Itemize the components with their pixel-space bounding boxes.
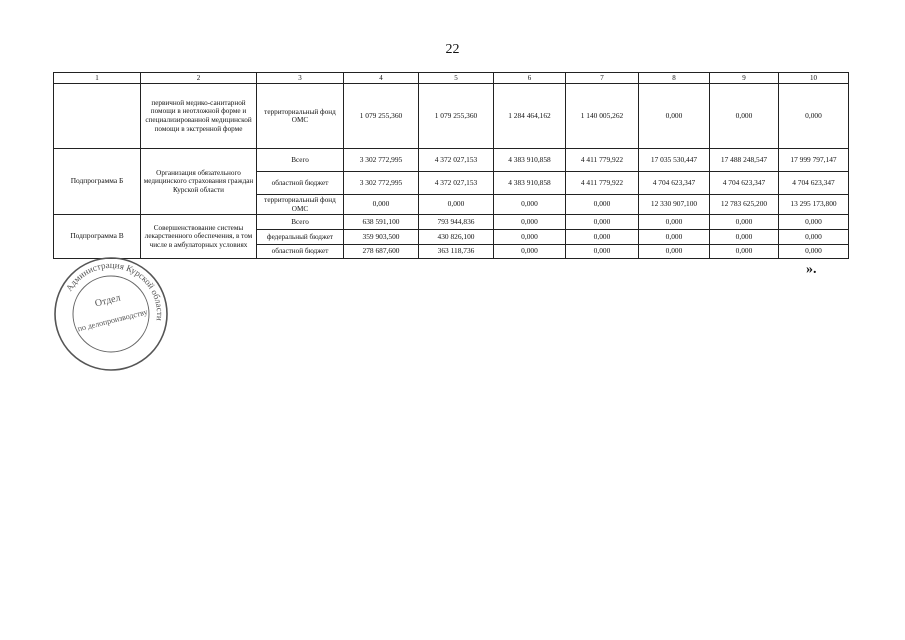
value-cell: 0,000 — [494, 215, 566, 230]
value-cell: 4 411 779,922 — [566, 149, 639, 172]
value-cell: 0,000 — [779, 215, 849, 230]
table-row — [54, 215, 849, 230]
value-cell: 0,000 — [779, 230, 849, 245]
description-cell: Организация обязательного медицинского страхования граждан Курской области — [141, 149, 257, 215]
value-cell: 4 411 779,922 — [566, 172, 639, 195]
subprogram-name: Подпрограмма В — [54, 215, 141, 259]
value-cell: 430 826,100 — [419, 230, 494, 245]
value-cell: 0,000 — [566, 245, 639, 259]
column-number: 7 — [566, 73, 639, 84]
column-number: 4 — [344, 73, 419, 84]
value-cell: 0,000 — [639, 230, 710, 245]
value-cell: 4 383 910,858 — [494, 149, 566, 172]
value-cell: 0,000 — [639, 84, 710, 149]
value-cell: 0,000 — [344, 195, 419, 215]
official-stamp — [52, 255, 170, 373]
subprogram-name: Подпрограмма Б — [54, 149, 141, 215]
value-cell: 1 079 255,360 — [344, 84, 419, 149]
column-number: 2 — [141, 73, 257, 84]
value-cell: 3 302 772,995 — [344, 149, 419, 172]
column-number: 8 — [639, 73, 710, 84]
description-cell: Совершенствование системы лекарственного обеспечения, в том числе в амбулаторных условиях — [141, 215, 257, 259]
funding-source-cell: областной бюджет — [257, 245, 344, 259]
column-number: 5 — [419, 73, 494, 84]
value-cell: 363 118,736 — [419, 245, 494, 259]
value-cell: 0,000 — [494, 195, 566, 215]
value-cell: 0,000 — [566, 230, 639, 245]
value-cell: 12 330 907,100 — [639, 195, 710, 215]
value-cell: 0,000 — [494, 230, 566, 245]
value-cell: 17 999 797,147 — [779, 149, 849, 172]
value-cell: 278 687,600 — [344, 245, 419, 259]
value-cell: 0,000 — [566, 195, 639, 215]
value-cell: 17 035 530,447 — [639, 149, 710, 172]
value-cell: 12 783 625,200 — [710, 195, 779, 215]
value-cell: 3 302 772,995 — [344, 172, 419, 195]
funding-source-cell: Всего — [257, 215, 344, 230]
stamp-center-line: по делопроизводству — [76, 307, 149, 334]
column-number: 6 — [494, 73, 566, 84]
value-cell: 0,000 — [710, 230, 779, 245]
value-cell: 4 372 027,153 — [419, 172, 494, 195]
budget-table — [53, 72, 849, 259]
value-cell: 0,000 — [639, 245, 710, 259]
value-cell: 0,000 — [639, 215, 710, 230]
value-cell: 638 591,100 — [344, 215, 419, 230]
value-cell: 4 383 910,858 — [494, 172, 566, 195]
value-cell: 793 944,836 — [419, 215, 494, 230]
value-cell: 0,000 — [566, 215, 639, 230]
funding-source-cell: федеральный бюджет — [257, 230, 344, 245]
value-cell: 4 704 623,347 — [639, 172, 710, 195]
value-cell: 0,000 — [779, 245, 849, 259]
value-cell: 0,000 — [779, 84, 849, 149]
table-row — [54, 84, 849, 149]
value-cell: 0,000 — [419, 195, 494, 215]
value-cell: 17 488 248,547 — [710, 149, 779, 172]
description-cell: первичной медико-санитарной помощи в неотложной форме и специализированной медицинской помощи в экстренной форме — [141, 84, 257, 149]
stamp-center-line: Отдел — [93, 292, 122, 310]
column-number: 9 — [710, 73, 779, 84]
value-cell: 4 372 027,153 — [419, 149, 494, 172]
page-number: 22 — [445, 42, 460, 57]
value-cell: 4 704 623,347 — [779, 172, 849, 195]
closing-quote-mark: ». — [806, 262, 817, 277]
value-cell: 0,000 — [710, 245, 779, 259]
funding-source-cell: областной бюджет — [257, 172, 344, 195]
value-cell: 0,000 — [494, 245, 566, 259]
column-number: 10 — [779, 73, 849, 84]
value-cell: 1 140 005,262 — [566, 84, 639, 149]
table-row — [54, 149, 849, 172]
value-cell: 0,000 — [710, 84, 779, 149]
funding-source-cell: территориальный фонд ОМС — [257, 84, 344, 149]
column-number: 3 — [257, 73, 344, 84]
subprogram-cell — [54, 84, 141, 149]
value-cell: 0,000 — [710, 215, 779, 230]
funding-source-cell: Всего — [257, 149, 344, 172]
table-header-row — [54, 73, 849, 84]
svg-text:Администрация Курской области — [64, 260, 165, 321]
value-cell: 4 704 623,347 — [710, 172, 779, 195]
value-cell: 1 284 464,162 — [494, 84, 566, 149]
value-cell: 13 295 173,800 — [779, 195, 849, 215]
stamp-ring-text: Администрация Курской области — [63, 259, 166, 322]
value-cell: 1 079 255,360 — [419, 84, 494, 149]
value-cell: 359 903,500 — [344, 230, 419, 245]
column-number: 1 — [54, 73, 141, 84]
funding-source-cell: территориальный фонд ОМС — [257, 195, 344, 215]
